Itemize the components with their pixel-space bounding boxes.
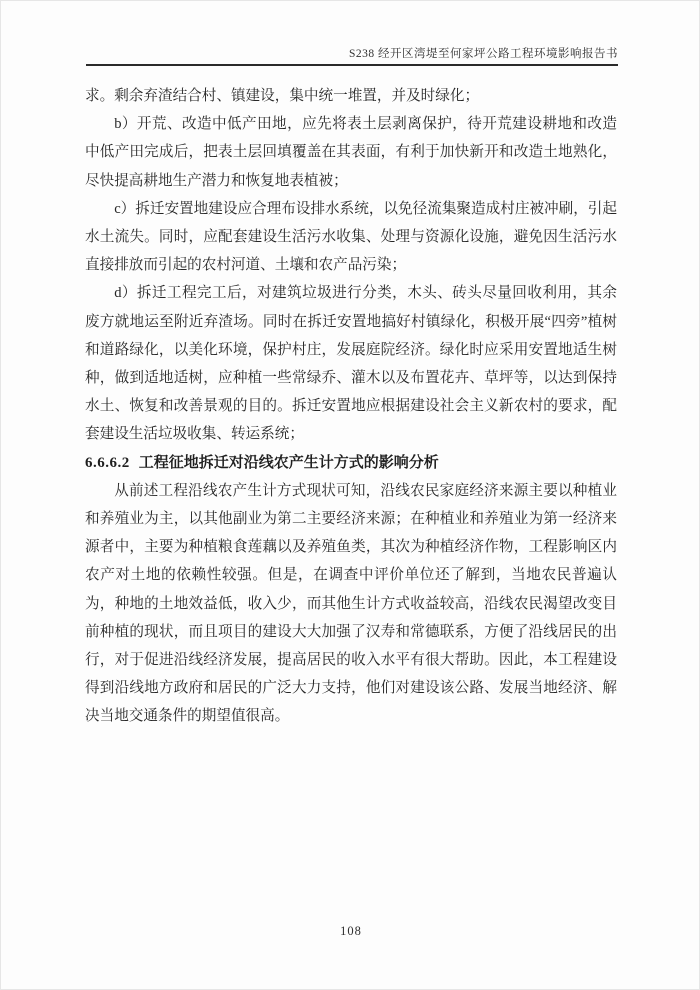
paragraph-item-d-demolition-waste: d）拆迁工程完工后，对建筑垃圾进行分类，木头、砖头尽量回收利用，其余废方就地运至附近弃渣场。同时在拆迁安置地搞好村镇绿化，积极开展“四旁”植树和道路绿化，以美化环境，保护村庄，发展庭院经济。绿化时应采用安置地适生树种，做到适地适树，应种植一些常绿乔、灌木以及布置花卉、草坪等，以达到保持水土、恢复和改善景观的目的。拆迁安置地应根据建设社会主义新农村的要求，配套建设生活垃圾收集、转运系统； (85, 285, 617, 443)
section-heading (85, 449, 617, 477)
document-body (85, 82, 617, 731)
paragraph-item-b-land-reclamation: b）开荒、改造中低产田地，应先将表土层剥离保护，待开荒建设耕地和改造中低产田完成后，把表土层回填覆盖在其表面，有利于加快新开和改造土地熟化，尽快提高耕地生产潜力和恢复地表植被； (85, 116, 617, 189)
header-rule (86, 64, 618, 66)
page-number: 108 (340, 924, 362, 938)
section-heading-number: 6.6.6.2 (85, 454, 130, 471)
paragraph-livelihood-impact-analysis: 从前述工程沿线农产生计方式现状可知，沿线农民家庭经济来源主要以种植业和养殖业为主，以其他副业为第二主要经济来源；在种植业和养殖业为第一经济来源者中，主要为种植粮食莲藕以及养殖鱼类，其次为种植经济作物，工程影响区内农产对土地的依赖性较强。但是，在调查中评价单位还了解到，当地农民普遍认为，种地的土地效益低，收入少，而其他生计方式收益较高，沿线农民渴望改变目前种植的现状，而且项目的建设大大加强了汉寿和常德联系，方便了沿线居民的出行，对于促进沿线经济发展，提高居民的收入水平有很大帮助。因此，本工程建设得到沿线地方政府和居民的广泛大力支持，他们对建设该公路、发展当地经济、解决当地交通条件的期望值很高。 (85, 482, 617, 725)
paragraph-item-c-drainage-system: c）拆迁安置地建设应合理布设排水系统，以免径流集聚造成村庄被冲刷，引起水土流失。同时，应配套建设生活污水收集、处理与资源化设施，避免因生活污水直接排放而引起的农村河道、土壤和农产品污染； (85, 200, 617, 274)
section-heading-title: 工程征地拆迁对沿线农产生计方式的影响分析 (138, 454, 439, 471)
page-footer (1, 922, 700, 940)
paragraph-spoil-disposal-continuation: 求。剩余弃渣结合村、镇建设，集中统一堆置，并及时绿化； (85, 88, 480, 104)
running-header: S238 经开区湾堤至何家坪公路工程环境影响报告书 (348, 48, 618, 60)
